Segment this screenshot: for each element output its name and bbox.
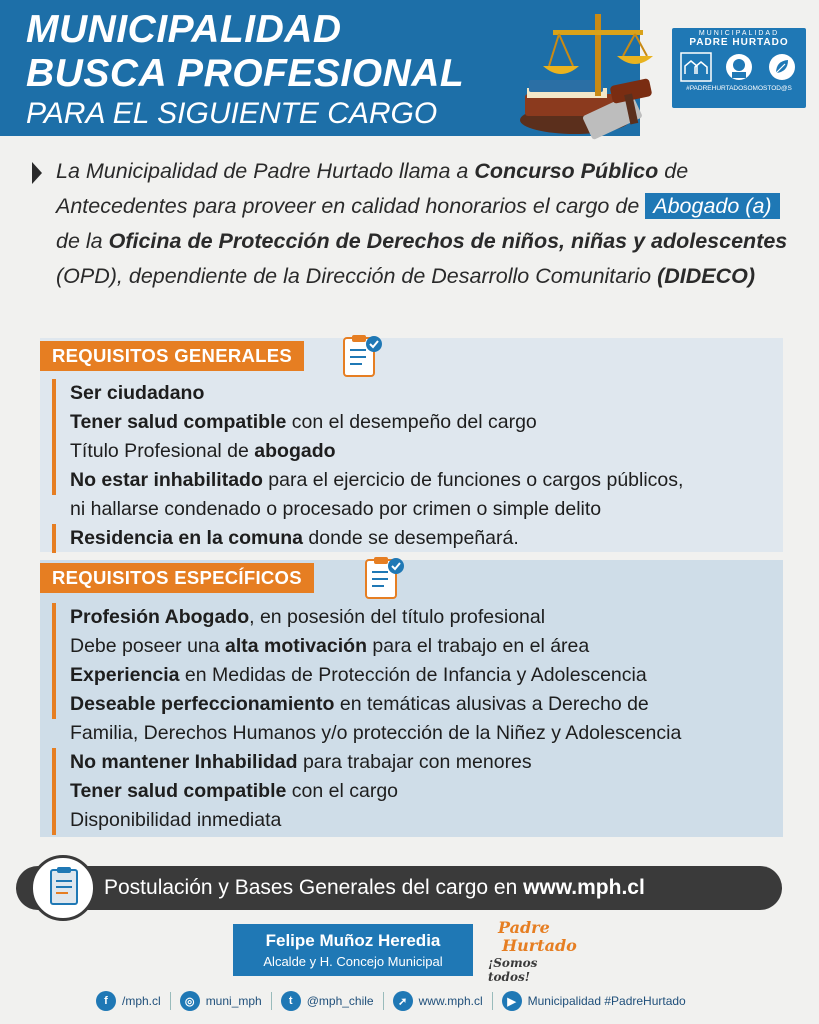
intro-bold-3: (DIDECO)	[657, 264, 756, 288]
instagram-icon: ◎	[180, 991, 200, 1011]
header-title-line1: MUNICIPALIDAD	[26, 8, 342, 51]
twitter-icon: t	[281, 991, 301, 1011]
intro-text-2: de Antecedentes para proveer en calidad honorarios el cargo de	[56, 159, 689, 218]
list-item: Familia, Derechos Humanos y/o protección de la Niñez y Adolescencia	[70, 722, 682, 744]
logo-icons	[672, 48, 806, 82]
social-links	[96, 988, 756, 1014]
checklist-icon	[362, 554, 406, 602]
list-item: Disponibilidad inmediata	[52, 806, 681, 835]
general-requirements-title: REQUISITOS GENERALES	[40, 341, 304, 371]
justice-scales-icon	[515, 8, 660, 143]
header-title-line2: BUSCA PROFESIONAL	[26, 52, 465, 95]
facebook-link[interactable]: f /mph.cl	[96, 991, 161, 1011]
leaf-icon	[766, 52, 798, 82]
application-info-bar	[16, 866, 782, 910]
list-item: Tener salud compatible con el cargo	[52, 777, 681, 806]
list-item: Residencia en la comuna donde se desempeñará.	[52, 524, 683, 553]
padre-hurtado-brand-logo	[484, 918, 577, 984]
general-requirements-list	[52, 379, 683, 553]
face-icon	[723, 52, 755, 82]
application-text: Postulación y Bases Generales del cargo en	[104, 876, 524, 899]
list-item: No mantener Inhabilidad para trabajar con menores	[52, 748, 681, 777]
brand-line-1: Padre	[498, 918, 550, 937]
mayor-signature	[233, 924, 473, 976]
list-item: No estar inhabilitado para el ejercicio de funciones o cargos públicos,	[52, 466, 683, 495]
logo-name: PADRE HURTADO	[689, 37, 789, 48]
intro-text-3: de la	[56, 229, 109, 253]
brand-slogan: ¡Somos todos!	[488, 956, 538, 984]
houses-icon	[680, 52, 712, 82]
logo-top-text: MUNICIPALIDAD	[698, 30, 780, 37]
logo-hashtag: #PADREHURTADOSOMOSTOD@S	[686, 85, 792, 92]
general-requirements-panel	[40, 338, 783, 552]
municipality-logo	[672, 28, 806, 108]
website-link[interactable]: ➚ www.mph.cl	[393, 991, 483, 1011]
youtube-icon: ▶	[502, 991, 522, 1011]
checklist-icon	[340, 332, 384, 380]
youtube-link[interactable]: ▶ Municipalidad #PadreHurtado	[502, 991, 686, 1011]
list-item: Profesión Abogado, en posesión del título profesional	[52, 603, 681, 632]
specific-requirements-list	[52, 603, 681, 835]
instagram-link[interactable]: ◎ muni_mph	[180, 991, 262, 1011]
facebook-icon: f	[96, 991, 116, 1011]
intro-text-1: La Municipalidad de Padre Hurtado llama a	[56, 159, 475, 183]
intro-paragraph	[56, 154, 796, 294]
list-item: Experiencia en Medidas de Protección de Infancia y Adolescencia	[52, 661, 681, 690]
header-subtitle: PARA EL SIGUIENTE CARGO	[26, 97, 438, 130]
specific-requirements-panel	[40, 560, 783, 837]
application-link[interactable]: www.mph.cl	[523, 876, 645, 899]
list-item: Tener salud compatible con el desempeño del cargo	[52, 408, 683, 437]
intro-arrow-icon	[32, 162, 42, 184]
cursor-icon: ➚	[393, 991, 413, 1011]
list-item: Ser ciudadano	[52, 379, 683, 408]
list-item: Título Profesional de abogado	[52, 437, 683, 466]
list-item: Deseable perfeccionamiento en temáticas alusivas a Derecho de	[52, 690, 681, 719]
intro-text-4: (OPD), dependiente de la Dirección de Desarrollo Comunitario	[56, 264, 658, 288]
list-item: ni hallarse condenado o procesado por crimen o simple delito	[70, 498, 602, 520]
list-item: Debe poseer una alta motivación para el trabajo en el área	[52, 632, 681, 661]
position-highlight: Abogado (a)	[645, 193, 779, 219]
mayor-name: Felipe Muñoz Heredia	[265, 931, 441, 950]
specific-requirements-title: REQUISITOS ESPECÍFICOS	[40, 563, 314, 593]
brand-line-2: Hurtado	[502, 936, 577, 955]
intro-bold-1: Concurso Público	[474, 159, 659, 183]
mayor-role: Alcalde y H. Concejo Municipal	[263, 954, 443, 969]
document-icon	[30, 855, 96, 921]
twitter-link[interactable]: t @mph_chile	[281, 991, 374, 1011]
intro-bold-2: Oficina de Protección de Derechos de niños, niñas y adolescentes	[108, 229, 788, 253]
